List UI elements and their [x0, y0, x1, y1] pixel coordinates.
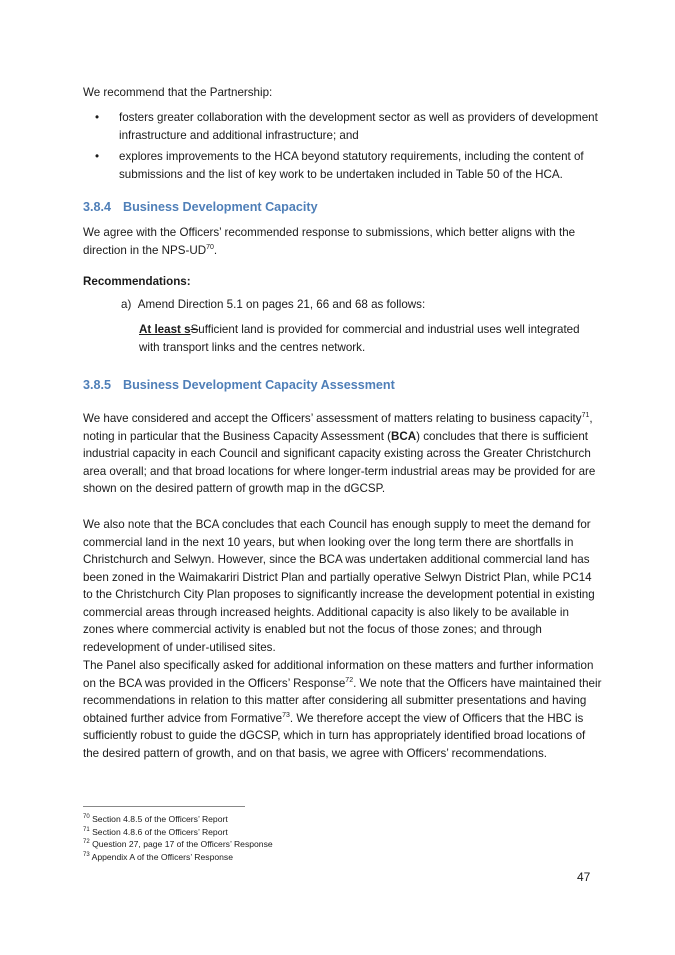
footnote-text: Section 4.8.6 of the Officers’ Report — [89, 826, 228, 837]
footnote-text: Section 4.8.5 of the Officers’ Report — [89, 814, 228, 824]
paragraph-text: . We note that the Officers have maintained their recommendations in relation to this matter after considering all submitter presentations and having obtained further advice from Formative — [83, 676, 602, 725]
paragraph-text: The Panel also specifically asked for additional information on these matters and further information on the BCA was provided in the Officers’ Response — [83, 659, 594, 690]
footnote-ref: 72 — [345, 676, 354, 684]
footnote-number: 72 — [83, 839, 90, 846]
footnote — [83, 851, 583, 864]
footnote-ref: 71 — [581, 412, 590, 420]
section-3-8-4-paragraph — [83, 224, 603, 259]
list-item — [83, 148, 603, 183]
paragraph-text: . We therefore accept the view of Officers that the HBC is sufficiently robust to guide the dGCSP, which in turn has appropriately identified broad locations of the desired pattern of growth, and on that basis, we agree with Officers’ recommendations. — [83, 711, 586, 760]
footnote-divider — [83, 806, 245, 807]
section-3-8-5-paragraph-1 — [83, 410, 603, 498]
footnote — [83, 826, 583, 839]
footnote-ref: 73 — [282, 711, 290, 719]
inserted-text: At least s — [139, 323, 191, 336]
paragraph-text: We agree with the Officers’ recommended response to submissions, which better aligns with the direction in the NPS-UD — [83, 226, 576, 257]
footnote-number: 73 — [83, 851, 90, 858]
recommendation-item-a: a) Amend Direction 5.1 on pages 21, 66 and 68 as follows: — [121, 298, 426, 311]
paragraph-text: ) concludes that there is sufficient industrial capacity in each Council and significant capacity existing across the Greater Christchurch area overall; and that broad locations for where longer-term industrial areas may be provided for are shown on the desired pattern of growth map in the dGCSP. — [83, 429, 596, 495]
paragraph-text: , noting in particular that the Business Capacity Assessment ( — [83, 412, 593, 443]
footnotes — [83, 813, 583, 863]
section-heading-3-8-4 — [83, 200, 318, 214]
bca-term: BCA — [391, 429, 417, 443]
bullet-text: fosters greater collaboration with the development sector as well as providers of development infrastructure and additional infrastructure; and — [119, 111, 598, 142]
deleted-text: S — [190, 323, 199, 336]
bullet-text: explores improvements to the HCA beyond statutory requirements, including the content of submissions and the list of key work to be undertaken included in Table 50 of the HCA. — [119, 150, 584, 181]
bullet-icon: • — [95, 150, 100, 163]
section-number: 3.8.4 — [83, 200, 112, 214]
amendment-body: ufficient land is provided for commercial and industrial uses well integrated with transport links and the centres network. — [139, 323, 580, 354]
footnote-text: Question 27, page 17 of the Officers’ Response — [89, 839, 273, 849]
footnote — [83, 813, 583, 826]
section-title: Business Development Capacity Assessment — [123, 378, 395, 392]
section-heading-3-8-5 — [83, 378, 395, 392]
section-3-8-5-paragraph-2: We also note that the BCA concludes that each Council has enough supply to meet the demand for commercial land in the next 10 years, but when looking over the long term there are shortfalls in Christchurch and Selwyn. However, since the BCA was undertaken additional commercial land has been zoned in the Waimakariri District Plan and partially operative Selwyn District Plan, while PC14 to the Christchurch City Plan proposes to significantly increase the development potential in existing commercial areas through increased heights. Additional capacity is also likely to be available in zones where commercial activity is enabled but not the focus of those zones; and through redevelopment of under-utilised sites. — [83, 518, 595, 654]
page-number: 47 — [577, 870, 591, 884]
recommendations-label: Recommendations: — [83, 275, 191, 288]
recommendation-bullets — [83, 109, 603, 187]
amendment-text — [139, 321, 599, 356]
footnote-number: 70 — [83, 814, 90, 821]
paragraph-text: We have considered and accept the Officers’ assessment of matters relating to business capacity — [83, 412, 582, 425]
footnote-number: 71 — [83, 826, 90, 833]
bullet-icon: • — [95, 111, 100, 124]
intro-paragraph: We recommend that the Partnership: — [83, 86, 273, 99]
section-title: Business Development Capacity — [123, 200, 318, 214]
paragraph-text: . — [213, 243, 218, 257]
footnote-text: Appendix A of the Officers’ Response — [89, 851, 234, 862]
footnote-ref: 70 — [206, 243, 214, 251]
footnote — [83, 838, 583, 851]
section-number: 3.8.5 — [83, 378, 112, 392]
section-3-8-5-paragraph-3 — [83, 657, 603, 762]
list-item — [83, 109, 603, 144]
